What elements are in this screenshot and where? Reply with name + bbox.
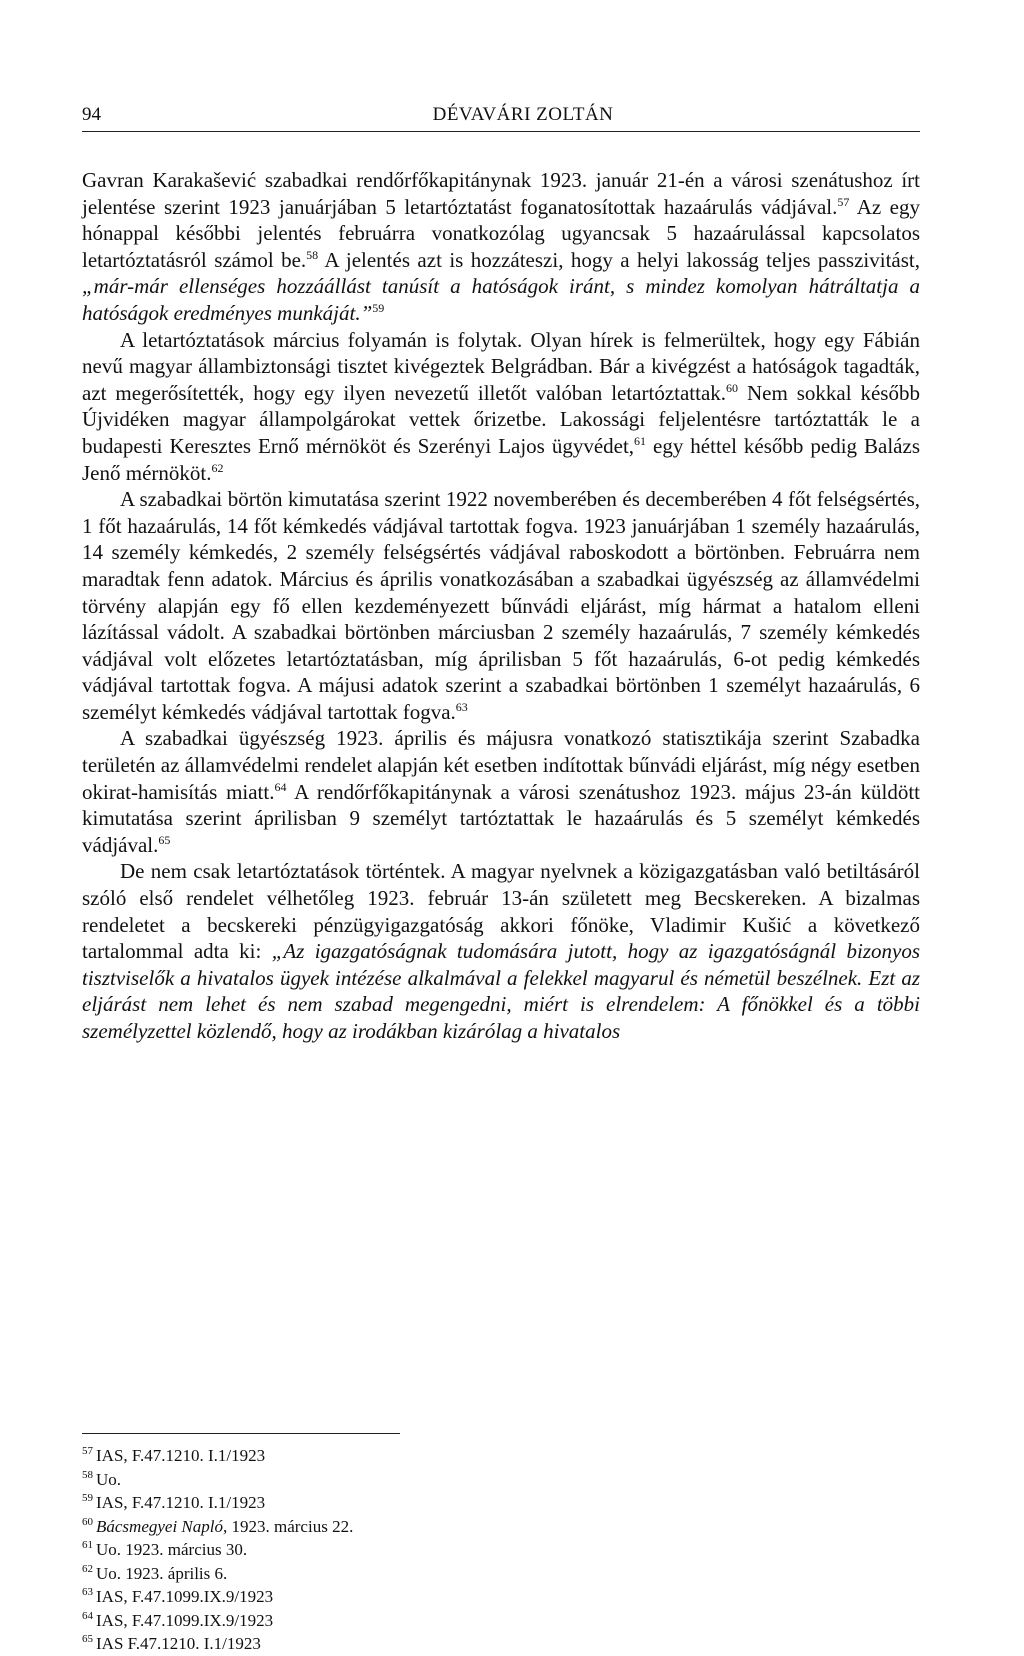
footnote-text: Uo. 1923. április 6. <box>96 1563 228 1583</box>
text-run: Az egy hónappal későbbi jelentés februárra vonatkozólag ugyancsak 5 hazaárulással kapcsolatos letartóztatásról számol be. <box>82 194 920 272</box>
footnote-ref: 63 <box>455 699 468 714</box>
footnote-text: IAS, F.47.1099.IX.9/1923 <box>96 1587 274 1606</box>
footnote <box>82 1491 682 1515</box>
paragraph <box>82 167 920 327</box>
footnote <box>82 1585 682 1609</box>
footnote-number: 64 <box>82 1609 93 1622</box>
footnote <box>82 1444 682 1468</box>
text-run: egy héttel később pedig Balázs Jenő mérnököt. <box>82 433 920 485</box>
footnote-ref: 58 <box>306 247 319 262</box>
footnote-text: Uo. 1923. március 30. <box>96 1540 248 1559</box>
footnote-source-title: Bácsmegyei Napló <box>96 1516 223 1536</box>
footnote-number: 59 <box>82 1492 93 1504</box>
footnote-number: 60 <box>82 1515 93 1528</box>
footnote <box>82 1538 682 1562</box>
footnote-ref: 57 <box>837 194 850 209</box>
footnotes <box>82 1444 682 1656</box>
footnote-number: 57 <box>82 1445 93 1457</box>
text-run: A jelentés azt is hozzáteszi, hogy a helyi lakosság teljes passzivitást, <box>318 247 920 272</box>
text-run: A szabadkai börtön kimutatása szerint 1922 novemberében és decemberében 4 főt felségsértés, 1 főt hazaárulás, 14 főt kémkedés vádjával tartottak fogva. 1923 januárjában 1 személy hazaárulás, 14 személy kémkedés, 2 személy felségsértés vádjával raboskodott a börtönben. Februárra nem maradtak fenn adatok. Március és április vonatkozásában a szabadkai ügyészség az államvédelmi törvény alapján egy fő ellen kezdeményezett bűnvádi eljárást, míg hármat a hatalom elleni lázítással vádolt. A szabadkai börtönben márciusban 2 személy hazaárulás, 7 személy kémkedés vádjával volt előzetes letartóztatásban, míg áprilisban 5 főt hazaárulás, 6-ot pedig kémkedés vádjával tartottak fogva. A májusi adatok szerint a szabadkai börtönben 1 személyt hazaárulás, 6 személyt kémkedés vádjával tartottak fogva. <box>82 487 920 724</box>
footnote-text: IAS, F.47.1210. I.1/1923 <box>96 1446 266 1465</box>
text-run: A letartóztatások március folyamán is folytak. Olyan hírek is felmerültek, hogy egy Fábián nevű magyar állambiztonsági tisztet kivégeztek Belgrádban. Bár a kivégzést a hatóságok tagadták, azt megerősítették, hogy egy ilyen nevezetű illetőt valóban letartóztattak. <box>82 327 920 405</box>
footnote <box>82 1468 682 1492</box>
footnote-number: 62 <box>82 1562 93 1575</box>
paragraph <box>82 327 920 487</box>
quoted-text: „már-már ellenséges hozzáállást tanúsít a hatóságok iránt, s mindez komolyan hátráltatja a hatóságok eredményes munkáját.” <box>82 274 920 325</box>
footnote-text: IAS F.47.1210. I.1/1923 <box>96 1634 261 1653</box>
text-run: Gavran Karakašević szabadkai rendőrfőkapitánynak 1923. január 21-én a városi szenátushoz írt jelentése szerint 1923 januárjában 5 letartóztatást foganatosítottak hazaárulás vádjával. <box>82 168 920 219</box>
text-run: A szabadkai ügyészség 1923. április és májusra vonatkozó statisztikája szerint Szabadka területén az államvédelmi rendelet alapján két esetben indítottak bűnvádi eljárást, míg négy esetben okirat-hamisítás miatt. <box>82 726 920 804</box>
running-head: DÉVAVÁRI ZOLTÁN <box>432 104 614 125</box>
paragraph <box>82 858 920 1044</box>
footnote-ref: 64 <box>274 779 287 794</box>
footnote-text: Uo. <box>96 1469 122 1489</box>
footnote-ref: 62 <box>211 460 224 475</box>
paragraph <box>82 725 920 858</box>
footnote <box>82 1562 682 1586</box>
footnote <box>82 1515 682 1539</box>
text-run: Nem sokkal később Újvidéken magyar állampolgárokat vettek őrizetbe. Lakossági feljelentésre tartóztatták le a budapesti Keresztes Ernő mérnököt és Szerényi Lajos ügyvédet, <box>82 380 920 458</box>
footnote-text: IAS, F.47.1099.IX.9/1923 <box>96 1610 274 1630</box>
footnote-ref: 61 <box>634 433 647 448</box>
text-run: De nem csak letartóztatások történtek. A magyar nyelvnek a közigazgatásban való betiltásáról szóló első rendelet vélhetőleg 1923. február 13-án született meg Becskereken. A bizalmas rendeletet a becskereki pénzügyigazgatóság akkori főnöke, Vladimir Kušić a következő tartalommal adta ki: <box>82 859 920 964</box>
footnote-number: 65 <box>82 1633 93 1645</box>
footnote-divider <box>82 1433 400 1434</box>
footnote-number: 61 <box>82 1539 93 1551</box>
footnote-ref: 59 <box>372 300 385 315</box>
body-text <box>82 167 920 1045</box>
footnote <box>82 1632 682 1656</box>
footnote-number: 58 <box>82 1468 93 1481</box>
footnote-ref: 60 <box>726 380 739 395</box>
page-header <box>82 104 920 132</box>
quoted-text: „Az igazgatóságnak tudomására jutott, hogy az igazgatóságnál bizonyos tisztviselők a hivatalos ügyek intézése alkalmával a felekkel magyarul és németül beszélnek. Ezt az eljárást nem lehet és nem szabad megengedni, miért is elrendelem: A főnökkel és a többi személyzettel közlendő, hogy az irodákban kizárólag a hivatalos <box>82 939 920 1043</box>
footnote-text: IAS, F.47.1210. I.1/1923 <box>96 1493 266 1512</box>
footnote-ref: 65 <box>158 832 171 847</box>
page-number: 94 <box>82 104 101 125</box>
text-run: A rendőrfőkapitánynak a városi szenátushoz 1923. május 23-án küldött kimutatása szerint áprilisban 9 személyt tartóztattak le hazaárulás és 5 személyt kémkedés vádjával. <box>82 779 920 857</box>
footnote-text: , 1923. március 22. <box>223 1516 354 1536</box>
footnote-number: 63 <box>82 1586 93 1598</box>
paragraph <box>82 486 920 725</box>
footnote <box>82 1609 682 1633</box>
